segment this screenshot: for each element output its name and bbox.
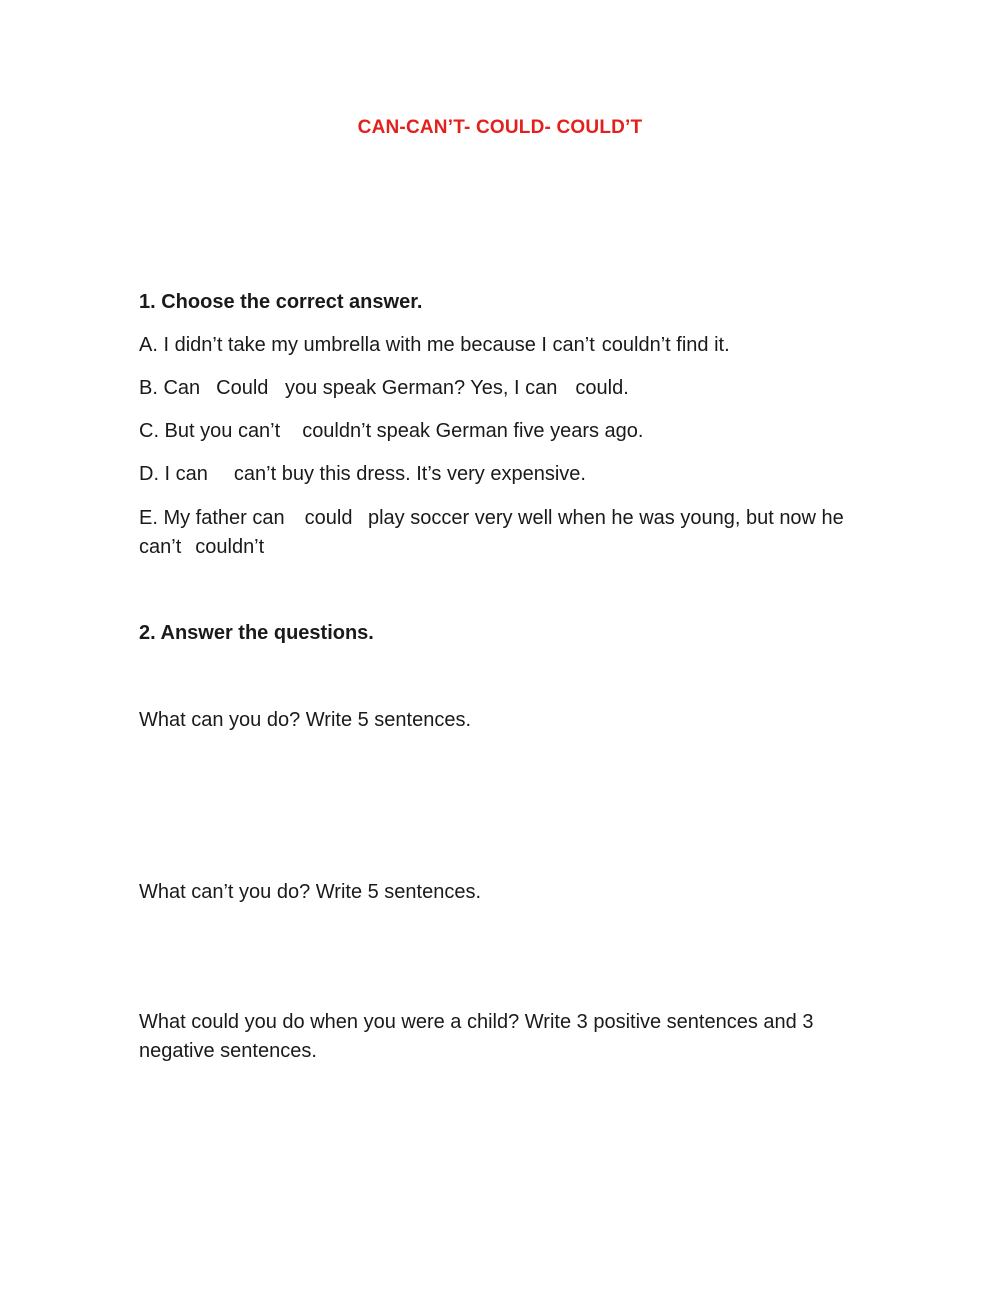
section-2-heading: 2. Answer the questions. bbox=[139, 622, 374, 644]
question-c-suffix: speak German five years ago. bbox=[371, 420, 644, 442]
question-e-middle: play soccer very well when he was young, but now he bbox=[362, 507, 850, 529]
question-b-option-1[interactable]: Can bbox=[163, 377, 201, 399]
question-e-prefix: E. My father bbox=[139, 507, 253, 529]
question-b-suffix: . bbox=[623, 377, 629, 399]
question-d-prefix: D. I bbox=[139, 463, 176, 485]
question-c-option-1[interactable]: can’t bbox=[237, 420, 281, 442]
worksheet-title: CAN-CAN’T- COULD- COULD’T bbox=[357, 117, 643, 138]
question-d-suffix: buy this dress. It’s very expensive. bbox=[276, 463, 586, 485]
question-a-suffix: find it. bbox=[670, 334, 730, 356]
question-c-option-2[interactable]: couldn’t bbox=[302, 420, 372, 442]
question-a bbox=[139, 331, 859, 360]
open-question-1: What can you do? Write 5 sentences. bbox=[139, 709, 472, 731]
question-b-middle: you speak German? Yes, I bbox=[279, 377, 526, 399]
question-b-option-2[interactable]: Could bbox=[216, 377, 269, 399]
question-b-prefix: B. bbox=[139, 377, 164, 399]
open-question-3: What could you do when you were a child? Write 3 positive sentences and 3 negative sentences. bbox=[139, 1011, 820, 1062]
question-d-option-1[interactable]: can bbox=[175, 463, 208, 485]
question-e-option-3[interactable]: can’t bbox=[139, 536, 182, 558]
question-b-option-4[interactable]: could bbox=[575, 377, 624, 399]
question-c-prefix: C. But you bbox=[139, 420, 238, 442]
question-e-option-2[interactable]: could bbox=[304, 507, 353, 529]
section-1-heading: 1. Choose the correct answer. bbox=[139, 291, 423, 313]
question-e-option-1[interactable]: can bbox=[252, 507, 285, 529]
question-c bbox=[139, 417, 859, 446]
question-b-option-3[interactable]: can bbox=[525, 377, 558, 399]
question-a-option-1[interactable]: can’t bbox=[552, 334, 595, 356]
open-question-2: What can’t you do? Write 5 sentences. bbox=[139, 881, 482, 903]
question-e bbox=[139, 504, 859, 562]
question-d bbox=[139, 460, 859, 489]
question-d-option-2[interactable]: can’t bbox=[233, 463, 277, 485]
question-b bbox=[139, 374, 859, 403]
question-e-option-4[interactable]: couldn’t bbox=[195, 536, 265, 558]
question-a-option-2[interactable]: couldn’t bbox=[601, 334, 671, 356]
question-a-prefix: A. I didn’t take my umbrella with me because I bbox=[139, 334, 553, 356]
